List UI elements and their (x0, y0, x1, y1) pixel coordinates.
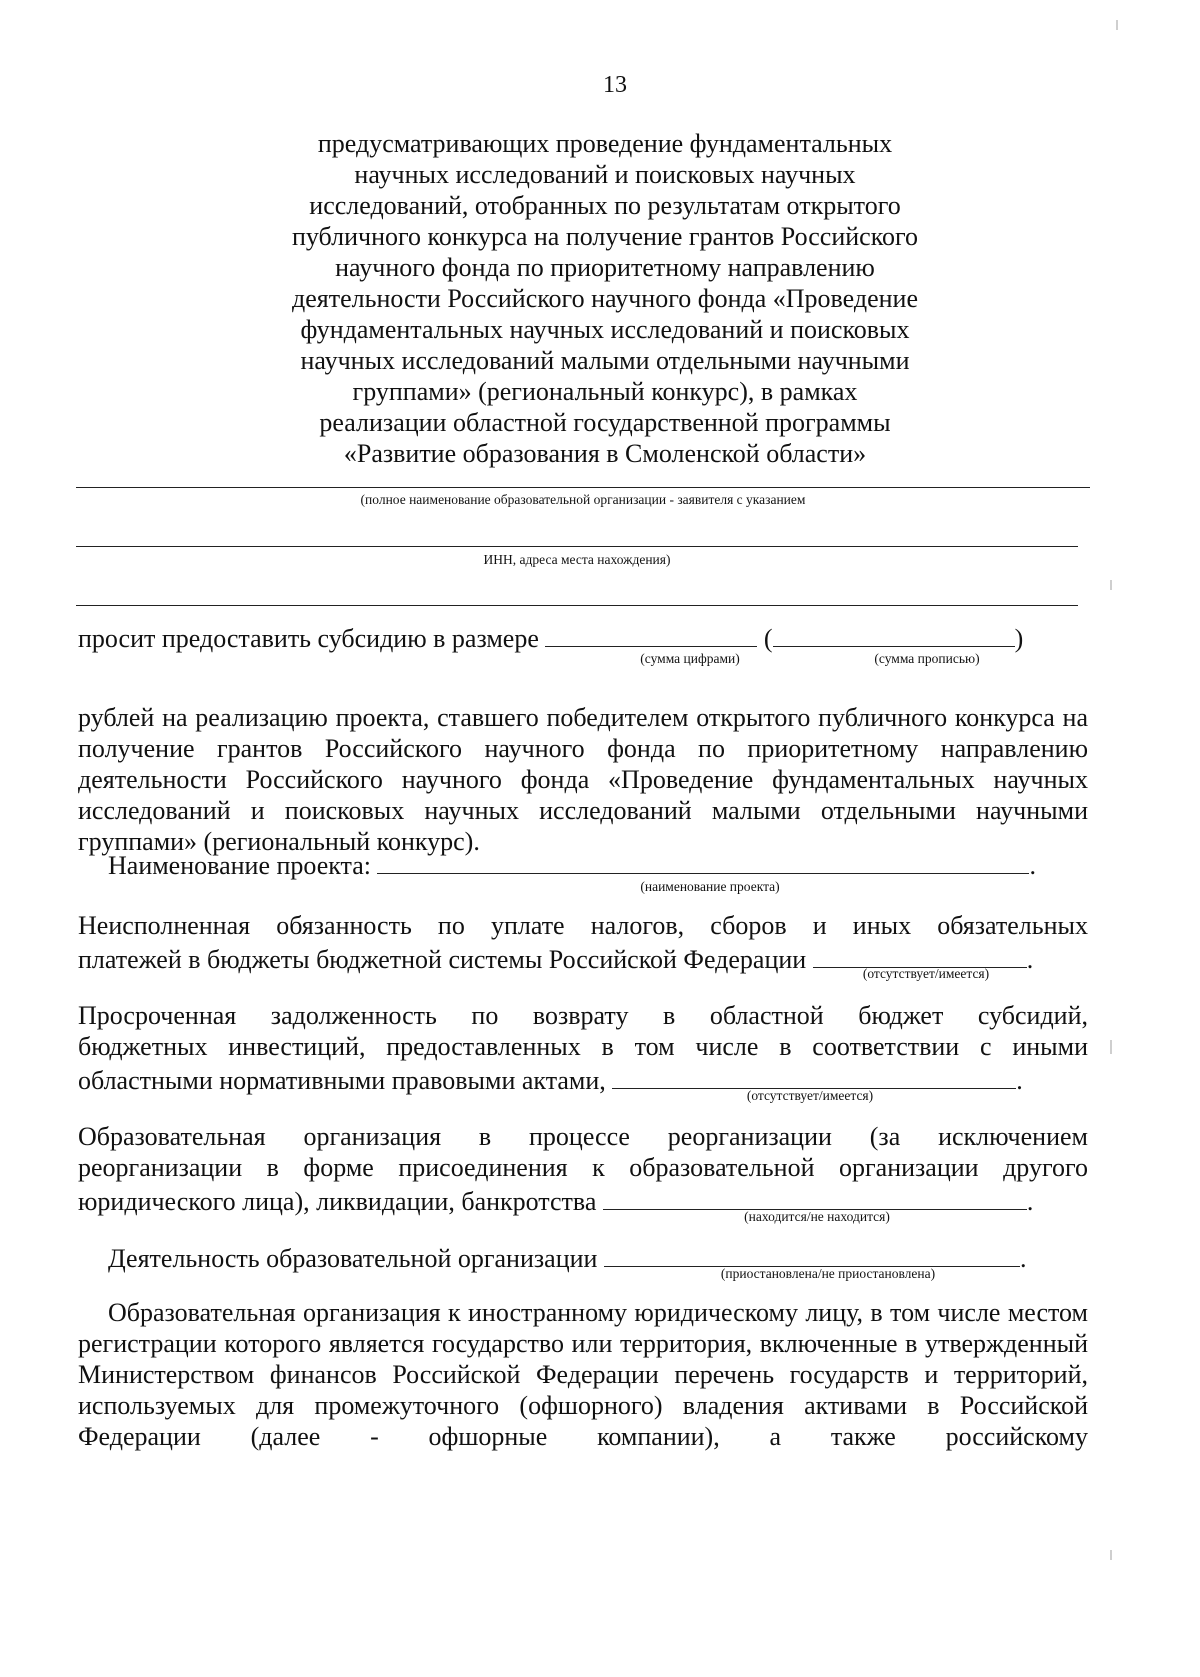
overdue-debt-caption: (отсутствует/имеется) (746, 1088, 874, 1103)
close-paren: ) (1014, 624, 1024, 653)
reorganization-line-1: Образовательная организация в процессе реорганизации (за исключением (78, 1122, 1088, 1151)
activity-end: . (1019, 1244, 1027, 1273)
heading-line: фундаментальных научных исследований и поисковых (300, 315, 910, 344)
subsidy-digits-field[interactable] (545, 620, 757, 647)
org-name-line-2[interactable] (76, 546, 1078, 547)
heading-line: публичного конкурса на получение грантов Российского (291, 222, 919, 251)
reorganization-caption: (находится/не находится) (744, 1209, 890, 1224)
reorganization-end: . (1026, 1187, 1034, 1216)
heading-line: научного фонда по приоритетному направлению (335, 253, 875, 282)
tax-duty-label: платежей в бюджеты бюджетной системы Российской Федерации (78, 945, 807, 974)
tax-duty-line-1: Неисполненная обязанность по уплате налогов, сборов и иных обязательных (78, 911, 1088, 940)
scan-speck (1110, 1550, 1112, 1560)
overdue-debt-label: областными нормативными правовыми актами, (78, 1066, 606, 1095)
activity-label: Деятельность образовательной организации (108, 1244, 598, 1273)
scan-speck (1116, 20, 1118, 30)
project-name-label: Наименование проекта: (108, 851, 371, 880)
heading-line: деятельности Российского научного фонда «Проведение (292, 284, 918, 313)
activity-caption: (приостановлена/не приостановлена) (720, 1266, 936, 1281)
tax-duty-caption: (отсутствует/имеется) (862, 966, 990, 981)
project-name-field[interactable] (377, 847, 1029, 874)
org-name-line-1[interactable] (76, 487, 1090, 488)
subsidy-row (78, 620, 1023, 654)
org-caption-1: (полное наименование образовательной организации - заявителя с указанием (360, 492, 806, 507)
heading-line: научных исследований и поисковых научных (354, 160, 856, 189)
subsidy-label: просит предоставить субсидию в размере (78, 624, 539, 653)
heading-line: группами» (региональный конкурс), в рамках (352, 377, 858, 406)
reorganization-line-2: реорганизации в форме присоединения к образовательной организации другого (78, 1153, 1088, 1182)
heading-line: реализации областной государственной программы (319, 408, 891, 437)
project-name-caption: (наименование проекта) (640, 879, 780, 894)
offshore-paragraph: Образовательная организация к иностранному юридическому лицу, в том числе местом регистрации которого является государство или территория, включенные в утвержденный Министерством финансов Российской Федерации перечень государств и территорий, используемых для промежуточного (офшорного) владения активами в Российской Федерации (далее - офшорные компании), а также российскому (78, 1298, 1088, 1451)
subsidy-digits-caption: (сумма цифрами) (640, 651, 740, 666)
project-name-end: . (1029, 851, 1036, 880)
heading-line: «Развитие образования в Смоленской области» (343, 439, 867, 468)
overdue-debt-field[interactable] (612, 1062, 1016, 1089)
overdue-debt-line-2: бюджетных инвестиций, предоставленных в том числе в соответствии с иными (78, 1032, 1088, 1061)
overdue-debt-line-1: Просроченная задолженность по возврату в областной бюджет субсидий, (78, 1001, 1088, 1030)
project-name-row (108, 847, 1036, 881)
scan-speck (1110, 580, 1112, 590)
project-paragraph: рублей на реализацию проекта, ставшего победителем открытого публичного конкурса на получение грантов Российского научного фонда по приоритетному направлению деятельности Российского научного фонда «Проведение фундаментальных научных исследований и поисковых научных исследований малыми отдельными научными группами» (региональный конкурс). (78, 703, 1088, 856)
open-paren: ( (763, 624, 773, 653)
page-number: 13 (603, 72, 627, 98)
heading-block (240, 128, 970, 469)
org-caption-2: ИНН, адреса места нахождения) (483, 552, 671, 567)
reorganization-label: юридического лица), ликвидации, банкротства (78, 1187, 597, 1216)
activity-field[interactable] (604, 1240, 1020, 1267)
overdue-debt-end: . (1016, 1066, 1023, 1095)
scan-speck (1110, 1040, 1112, 1054)
subsidy-words-field[interactable] (773, 620, 1015, 647)
reorganization-field[interactable] (603, 1183, 1027, 1210)
tax-duty-field[interactable] (813, 941, 1027, 968)
org-name-line-3[interactable] (76, 605, 1078, 606)
heading-line: научных исследований малыми отдельными научными (300, 346, 910, 375)
heading-line: исследований, отобранных по результатам открытого (309, 191, 901, 220)
heading-line: предусматривающих проведение фундаментальных (317, 129, 893, 158)
subsidy-words-caption: (сумма прописью) (874, 651, 980, 666)
tax-duty-end: . (1026, 945, 1034, 974)
